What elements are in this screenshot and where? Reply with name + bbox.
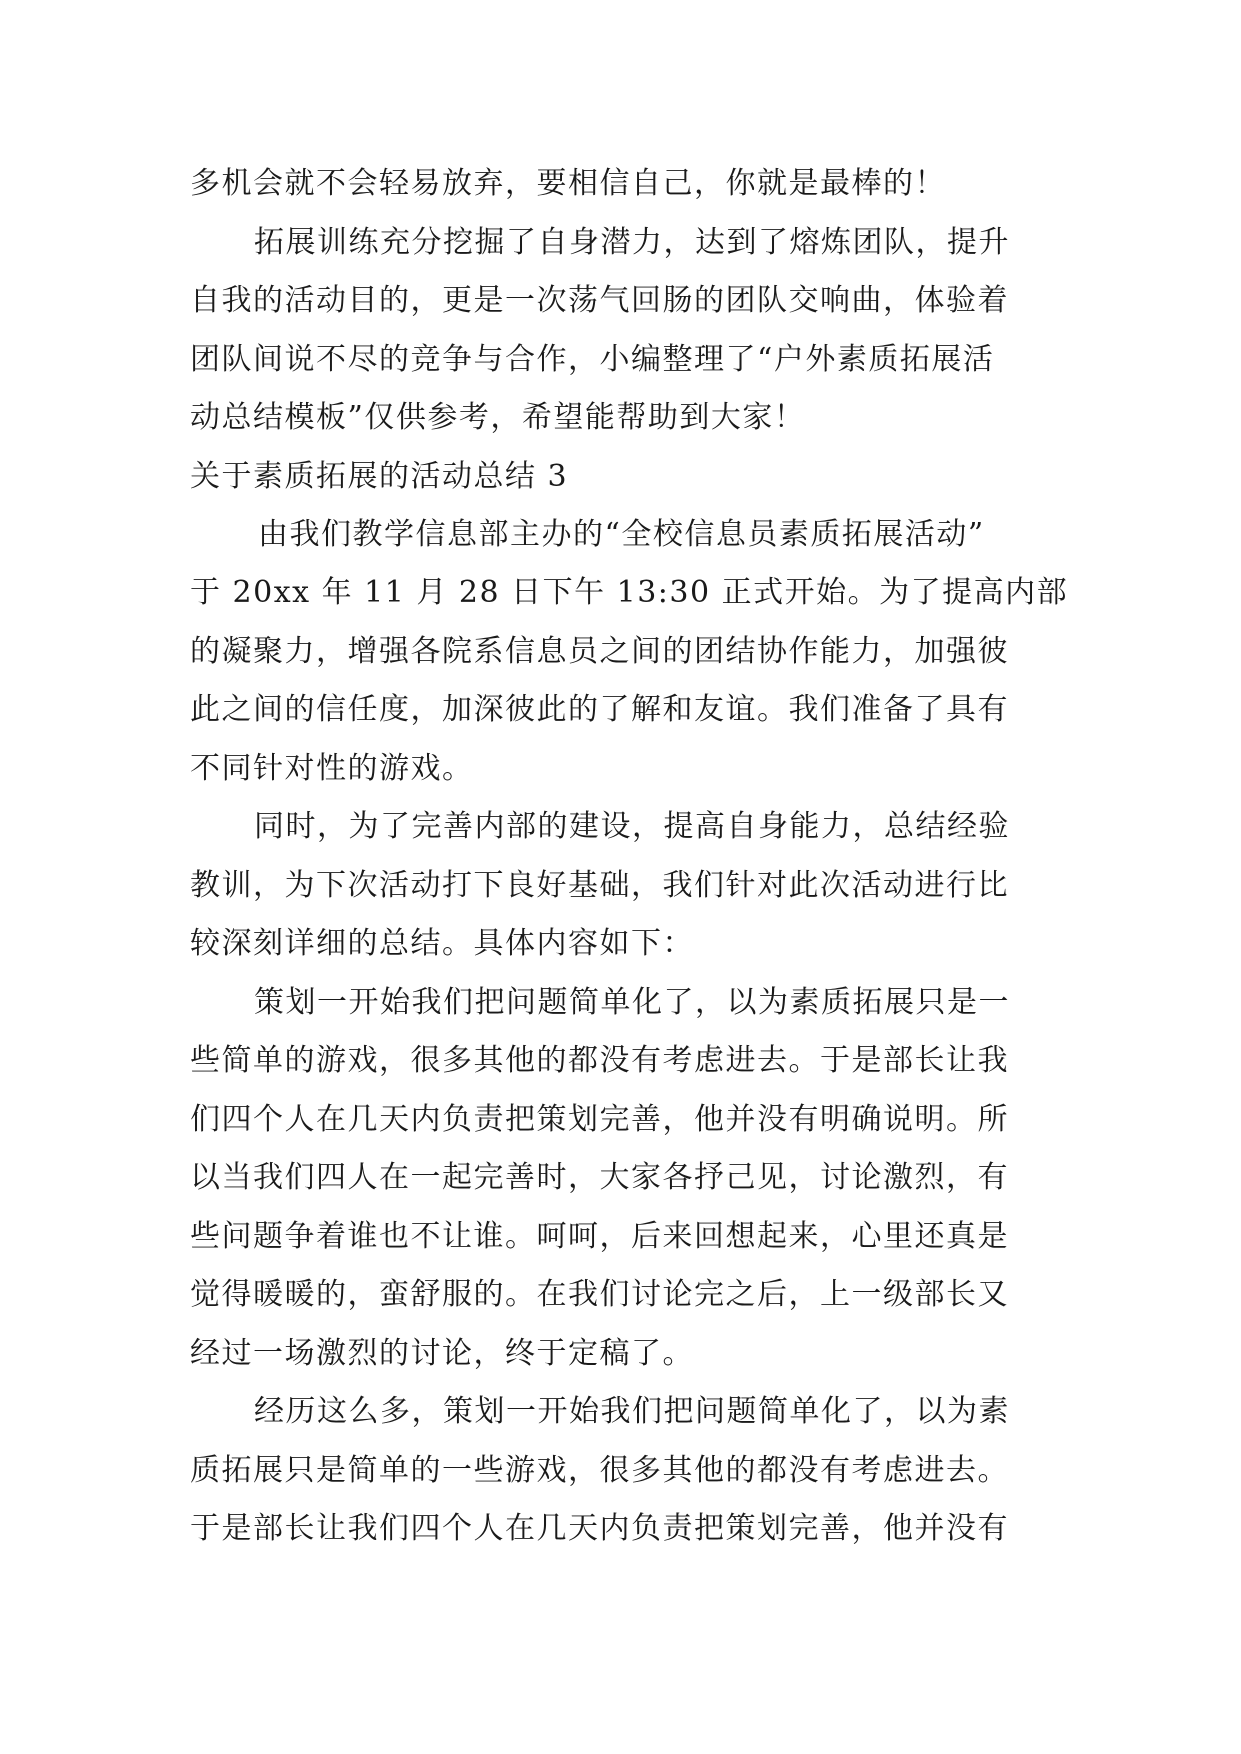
text-line: 些简单的游戏，很多其他的都没有考虑进去。于是部长让我 xyxy=(190,1043,1009,1078)
paragraph-start-line: 拓展训练充分挖掘了自身潜力，达到了熔炼团队，提升 xyxy=(254,224,1010,260)
document-body xyxy=(190,155,1070,1559)
text-line: 经过一场激烈的讨论，终于定稿了。 xyxy=(190,1335,694,1371)
text-line: 们四个人在几天内负责把策划完善，他并没有明确说明。所 xyxy=(190,1101,1009,1137)
text-line: 动总结模板”仅供参考，希望能帮助到大家！ xyxy=(190,400,806,435)
paragraph-start-line: 策划一开始我们把问题简单化了，以为素质拓展只是一 xyxy=(254,984,1010,1020)
text-line: 的凝聚力，增强各院系信息员之间的团结协作能力，加强彼 xyxy=(190,633,1009,669)
text-line: 自我的活动目的，更是一次荡气回肠的团队交响曲，体验着 xyxy=(190,283,1009,318)
text-line: 此之间的信任度，加深彼此的了解和友谊。我们准备了具有 xyxy=(190,692,1009,727)
text-line: 于是部长让我们四个人在几天内负责把策划完善，他并没有 xyxy=(190,1511,1009,1546)
text-line: 质拓展只是简单的一些游戏，很多其他的都没有考虑进去。 xyxy=(190,1452,1009,1488)
text-line: 些问题争着谁也不让谁。呵呵，后来回想起来，心里还真是 xyxy=(190,1218,1009,1254)
section-heading: 关于素质拓展的活动总结 3 xyxy=(190,458,569,494)
text-line: 多机会就不会轻易放弃，要相信自己，你就是最棒的！ xyxy=(190,166,946,201)
text-line: 于 20xx 年 11 月 28 日下午 13:30 正式开始。为了提高内部 xyxy=(190,575,1069,610)
paragraph-start-line: 由我们教学信息部主办的“全校信息员素质拓展活动” xyxy=(258,516,985,552)
text-line: 不同针对性的游戏。 xyxy=(190,750,474,786)
paragraph-start-line: 经历这么多，策划一开始我们把问题简单化了，以为素 xyxy=(254,1394,1010,1429)
paragraph-start-line: 同时，为了完善内部的建设，提高自身能力，总结经验 xyxy=(254,809,1010,844)
text-line: 以当我们四人在一起完善时，大家各抒己见，讨论激烈，有 xyxy=(190,1160,1009,1195)
text-line: 觉得暖暖的，蛮舒服的。在我们讨论完之后，上一级部长又 xyxy=(190,1277,1009,1312)
text-line: 团队间说不尽的竞争与合作，小编整理了“户外素质拓展活 xyxy=(190,341,995,377)
text-line: 较深刻详细的总结。具体内容如下： xyxy=(190,926,694,961)
text-line: 教训，为下次活动打下良好基础，我们针对此次活动进行比 xyxy=(190,867,1009,903)
